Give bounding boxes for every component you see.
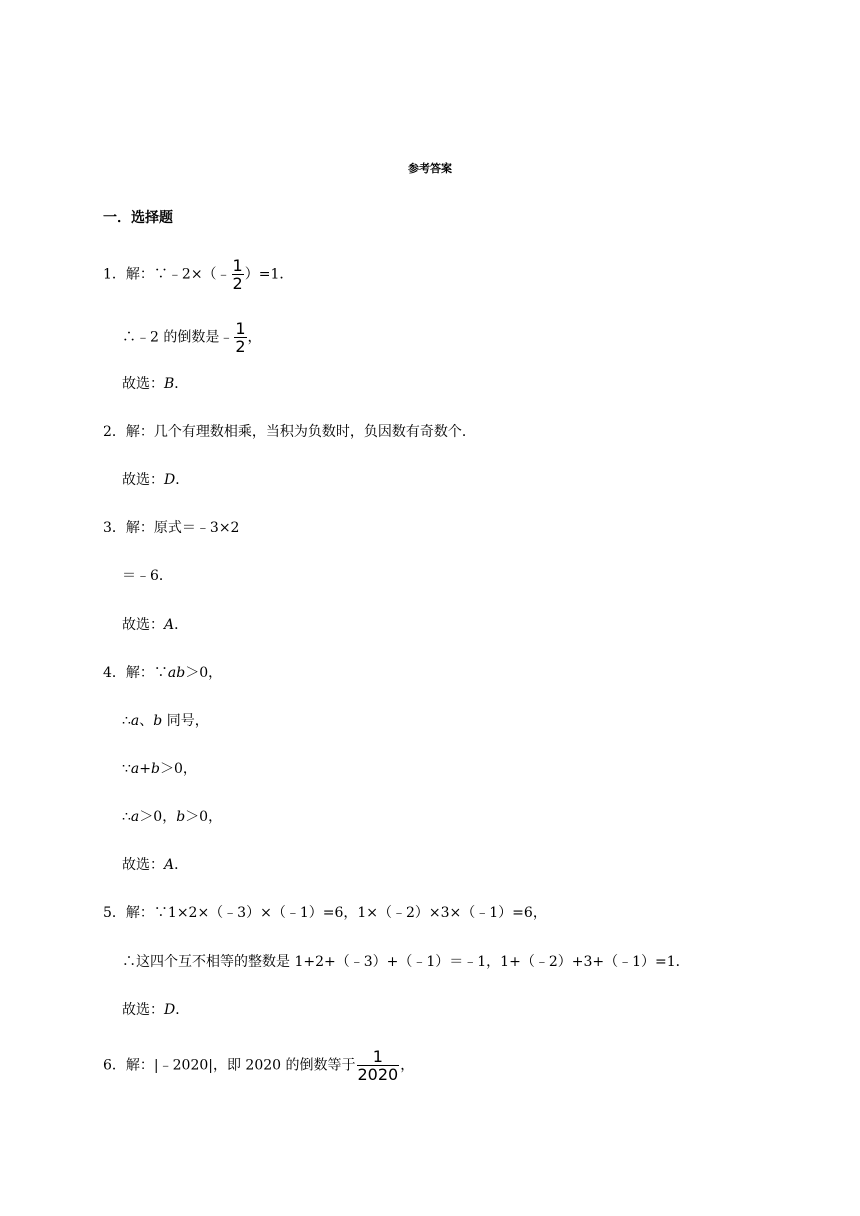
q1-answer: 故选：B． bbox=[122, 376, 189, 392]
fraction: $\frac{1}{2}$ bbox=[235, 319, 246, 356]
q1-line-1: 1．解：∵﹣2×（﹣ $\frac{1}{2}$ ）=1． bbox=[103, 256, 294, 293]
fraction: $\frac{1}{2020}$ bbox=[357, 1047, 399, 1084]
q3-line-2: ＝﹣6． bbox=[122, 568, 173, 584]
section-heading: 一．选择题 bbox=[103, 210, 173, 226]
q4-line-4: ∴a＞0，b＞0， bbox=[122, 809, 223, 825]
q5-answer: 故选：D． bbox=[122, 1002, 190, 1018]
q4-line-2: ∴a、b 同号， bbox=[122, 713, 209, 729]
q4-line-1: 4．解：∵ab＞0， bbox=[103, 665, 223, 681]
q4-answer: 故选：A． bbox=[122, 857, 189, 873]
q5-line-2: ∴这四个互不相等的整数是 1+2+（﹣3）+（﹣1）＝﹣1，1+（﹣2）+3+（﹣1）=1． bbox=[122, 954, 690, 970]
q3-line-1: 3．解：原式＝﹣3×2 bbox=[103, 520, 240, 536]
q5-line-1: 5．解：∵1×2×（﹣3）×（﹣1）=6，1×（﹣2）×3×（﹣1）=6， bbox=[103, 905, 547, 921]
q2-line-1: 2．解：几个有理数相乘，当积为负数时，负因数有奇数个． bbox=[103, 424, 476, 440]
q6-line-1: 6．解：|﹣2020|，即 2020 的倒数等于 $\frac{1}{2020}$ ， bbox=[103, 1047, 415, 1084]
q4-line-3: ∵a+b＞0， bbox=[122, 761, 197, 777]
page-title: 参考答案 bbox=[408, 162, 452, 175]
q1-line-2: ∴﹣2 的倒数是﹣ $\frac{1}{2}$ ， bbox=[122, 319, 262, 356]
fraction: $\frac{1}{2}$ bbox=[232, 256, 243, 293]
q2-answer: 故选：D． bbox=[122, 472, 190, 488]
q3-answer: 故选：A． bbox=[122, 617, 189, 633]
